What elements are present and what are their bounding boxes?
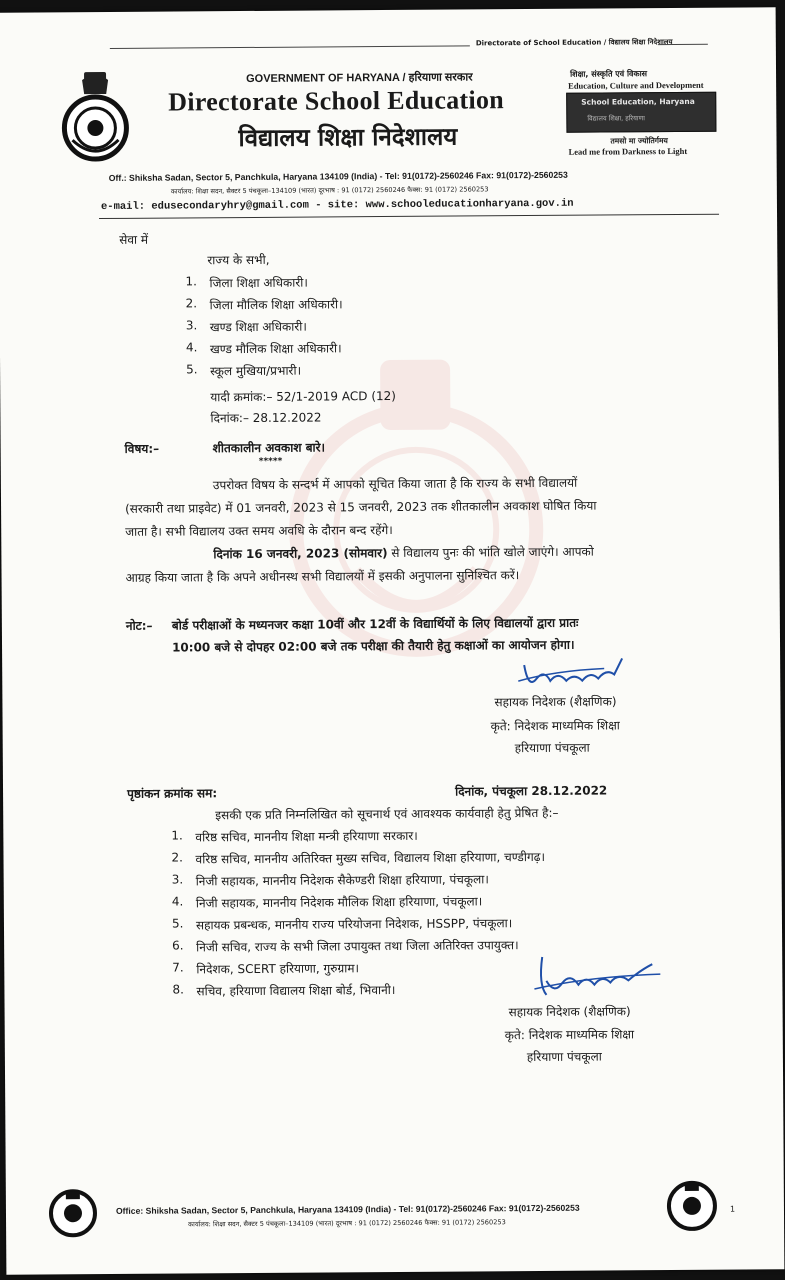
endorsement-label: पृष्ठांकन क्रमांक सम: [127, 786, 218, 801]
copy-item: वरिष्ठ सचिव, माननीय अतिरिक्त मुख्य सचिव, विद्यालय शिक्षा हरियाणा, चण्डीगढ़। [195, 849, 546, 867]
endorsement-intro: इसकी एक प्रति निम्नलिखित को सूचनार्थ एवं आवश्यक कार्यवाही हेतु प्रेषित है:– [215, 805, 559, 823]
copy-num: 4. [171, 894, 184, 909]
signatory-title: सहायक निदेशक (शैक्षणिक) [494, 694, 617, 710]
tagline-hindi: शिक्षा, संस्कृति एवं विकास [570, 69, 648, 79]
recipient-num: 2. [185, 296, 198, 311]
recipient-item: जिला शिक्षा अधिकारी। [209, 275, 308, 291]
salutation: सेवा में [119, 232, 149, 247]
copy-num: 3. [171, 872, 184, 887]
separator-stars: ***** [258, 456, 283, 467]
header-divider [99, 214, 719, 219]
paragraph-1-line: (सरकारी तथा प्राइवेट) में 01 जनवरी, 2023 से 15 जनवरी, 2023 तक शीतकालीन अवकाश घोषित किया [125, 498, 597, 516]
recipient-item: खण्ड शिक्षा अधिकारी। [209, 319, 307, 335]
logo-subtext: विद्यालय शिक्षा, हरियाणा [587, 114, 645, 123]
signature-image [528, 954, 668, 1001]
endorsement-date: दिनांक, पंचकूला 28.12.2022 [455, 783, 608, 799]
header-rule-left [110, 45, 470, 49]
paragraph-2-text: से विद्यालय पुनः की भांति खोले जाएंगे। आपको [387, 544, 594, 561]
reopen-date: दिनांक 16 जनवरी, 2023 (सोमवार) [213, 546, 388, 562]
header-top-label: Directorate of School Education / विद्यालय शिक्षा निदेशालय [475, 38, 673, 48]
signatory-for-2: कृते: निदेशक माध्यमिक शिक्षा [504, 1027, 635, 1043]
recipient-item: जिला मौलिक शिक्षा अधिकारी। [209, 297, 343, 313]
signatory-for: कृते: निदेशक माध्यमिक शिक्षा [490, 718, 620, 734]
page-number: 1 [729, 1204, 736, 1214]
tagline-english: Education, Culture and Development [568, 79, 704, 91]
footer-emblem-right-icon [666, 1180, 718, 1232]
note-line: 10:00 बजे से दोपहर 02:00 बजे तक परीक्षा की तैयारी हेतु कक्षाओं का आयोजन होगा। [171, 637, 575, 655]
copy-num: 6. [172, 938, 184, 953]
copy-item: निजी सचिव, राज्य के सभी जिला उपायुक्त तथा जिला अतिरिक्त उपायुक्त। [196, 938, 519, 955]
copy-num: 1. [171, 828, 183, 843]
signatory-title-2: सहायक निदेशक (शैक्षणिक) [508, 1004, 631, 1020]
copy-num: 7. [172, 960, 184, 975]
subject-label: विषय:– [124, 441, 160, 456]
footer-address-hindi: कार्यालय: शिक्षा सदन, सैक्टर 5 पंचकूला–134109 (भारत) दूरभाष : 91 (0172) 2560246 फैक्स: 91 (0172) 2560253 [188, 1218, 506, 1229]
recipient-num: 4. [185, 340, 198, 355]
signatory-place: हरियाणा पंचकूला [514, 740, 590, 756]
copy-item: सहायक प्रबन्धक, माननीय राज्य परियोजना निदेशक, HSSPP, पंचकूला। [195, 916, 513, 933]
recipient-num: 5. [186, 362, 198, 377]
recipient-num: 3. [185, 318, 198, 333]
paragraph-1-line: उपरोक्त विषय के सन्दर्भ में आपको सूचित किया जाता है कि राज्य के सभी विद्यालयों [212, 475, 578, 493]
paragraph-2-line: आग्रह किया जाता है कि अपने अधीनस्थ सभी विद्यालयों में इसकी अनुपालना सुनिश्चित करें। [125, 568, 520, 585]
motto-english: Lead me from Darkness to Light [568, 145, 688, 157]
copy-item: वरिष्ठ सचिव, माननीय शिक्षा मन्त्री हरियाणा सरकार। [195, 828, 418, 845]
note-label: नोट:– [125, 618, 153, 633]
paragraph-2-line [213, 543, 594, 563]
logo-text: School Education, Haryana [581, 96, 695, 107]
copy-num: 5. [171, 916, 184, 931]
copy-item: निजी सहायक, माननीय निदेशक सैकेण्डरी शिक्षा हरियाणा, पंचकूला। [195, 872, 489, 889]
copy-num: 2. [171, 850, 184, 865]
email-site-line: e-mail: edusecondaryhry@gmail.com - site: www.schooleducationharyana.gov.in [100, 197, 574, 214]
office-address-hindi: कार्यालय: शिक्षा सदन, सैक्टर 5 पंचकूला–134109 (भारत) दूरभाष : 91 (0172) 2560246 फैक्स: 91 (0172) 2560253 [170, 185, 489, 196]
copy-num: 8. [172, 982, 184, 997]
note-line: बोर्ड परीक्षाओं के मध्यनजर कक्षा 10वीं और 12वीं के विद्यार्थियों के लिए विद्यालयों द्वारा प्रातः [171, 615, 579, 633]
office-address: Off.: Shiksha Sadan, Sector 5, Panchkula, Haryana 134109 (India) - Tel: 91(0172)-2560246 Fax: 91(0172)-2560253 [108, 169, 568, 183]
header-rule-right [658, 44, 708, 45]
subject: शीतकालीन अवकाश बारे। [212, 440, 326, 456]
recipient-item: स्कूल मुखिया/प्रभारी। [210, 363, 302, 379]
recipient-num: 1. [185, 274, 197, 289]
footer-emblem-left-icon [48, 1188, 98, 1238]
memo-date: दिनांक:– 28.12.2022 [210, 410, 322, 426]
letter-page [0, 7, 784, 1274]
motto-hindi: तमसो मा ज्योतिर्गमय [610, 136, 668, 146]
signature-image [514, 650, 632, 693]
footer-address: Office: Shiksha Sadan, Sector 5, Panchkula, Haryana 134109 (India) - Tel: 91(0172)-2560246 Fax: 91(0172)-2560253 [115, 1202, 580, 1216]
page-title: Directorate School Education [168, 85, 505, 117]
paragraph-1-line: जाता है। सभी विद्यालय उक्त समय अवधि के दौरान बन्द रहेंगे। [125, 522, 393, 539]
government-label: GOVERNMENT OF HARYANA / हरियाणा सरकार [246, 71, 473, 85]
page-title-hindi: विद्यालय शिक्षा निदेशालय [238, 122, 458, 153]
copy-item: सचिव, हरियाणा विद्यालय शिक्षा बोर्ड, भिवानी। [196, 982, 396, 999]
recipients-intro: राज्य के सभी, [207, 252, 270, 268]
memo-number: यादी क्रमांक:– 52/1-2019 ACD (12) [210, 388, 396, 405]
school-education-logo [566, 92, 716, 133]
copy-item: निजी सहायक, माननीय निदेशक मौलिक शिक्षा हरियाणा, पंचकूला। [195, 894, 483, 911]
haryana-emblem-icon [60, 70, 131, 162]
copy-item: निदेशक, SCERT हरियाणा, गुरुग्राम। [196, 961, 360, 977]
signatory-place-2: हरियाणा पंचकूला [526, 1049, 602, 1065]
recipient-item: खण्ड मौलिक शिक्षा अधिकारी। [209, 341, 342, 357]
